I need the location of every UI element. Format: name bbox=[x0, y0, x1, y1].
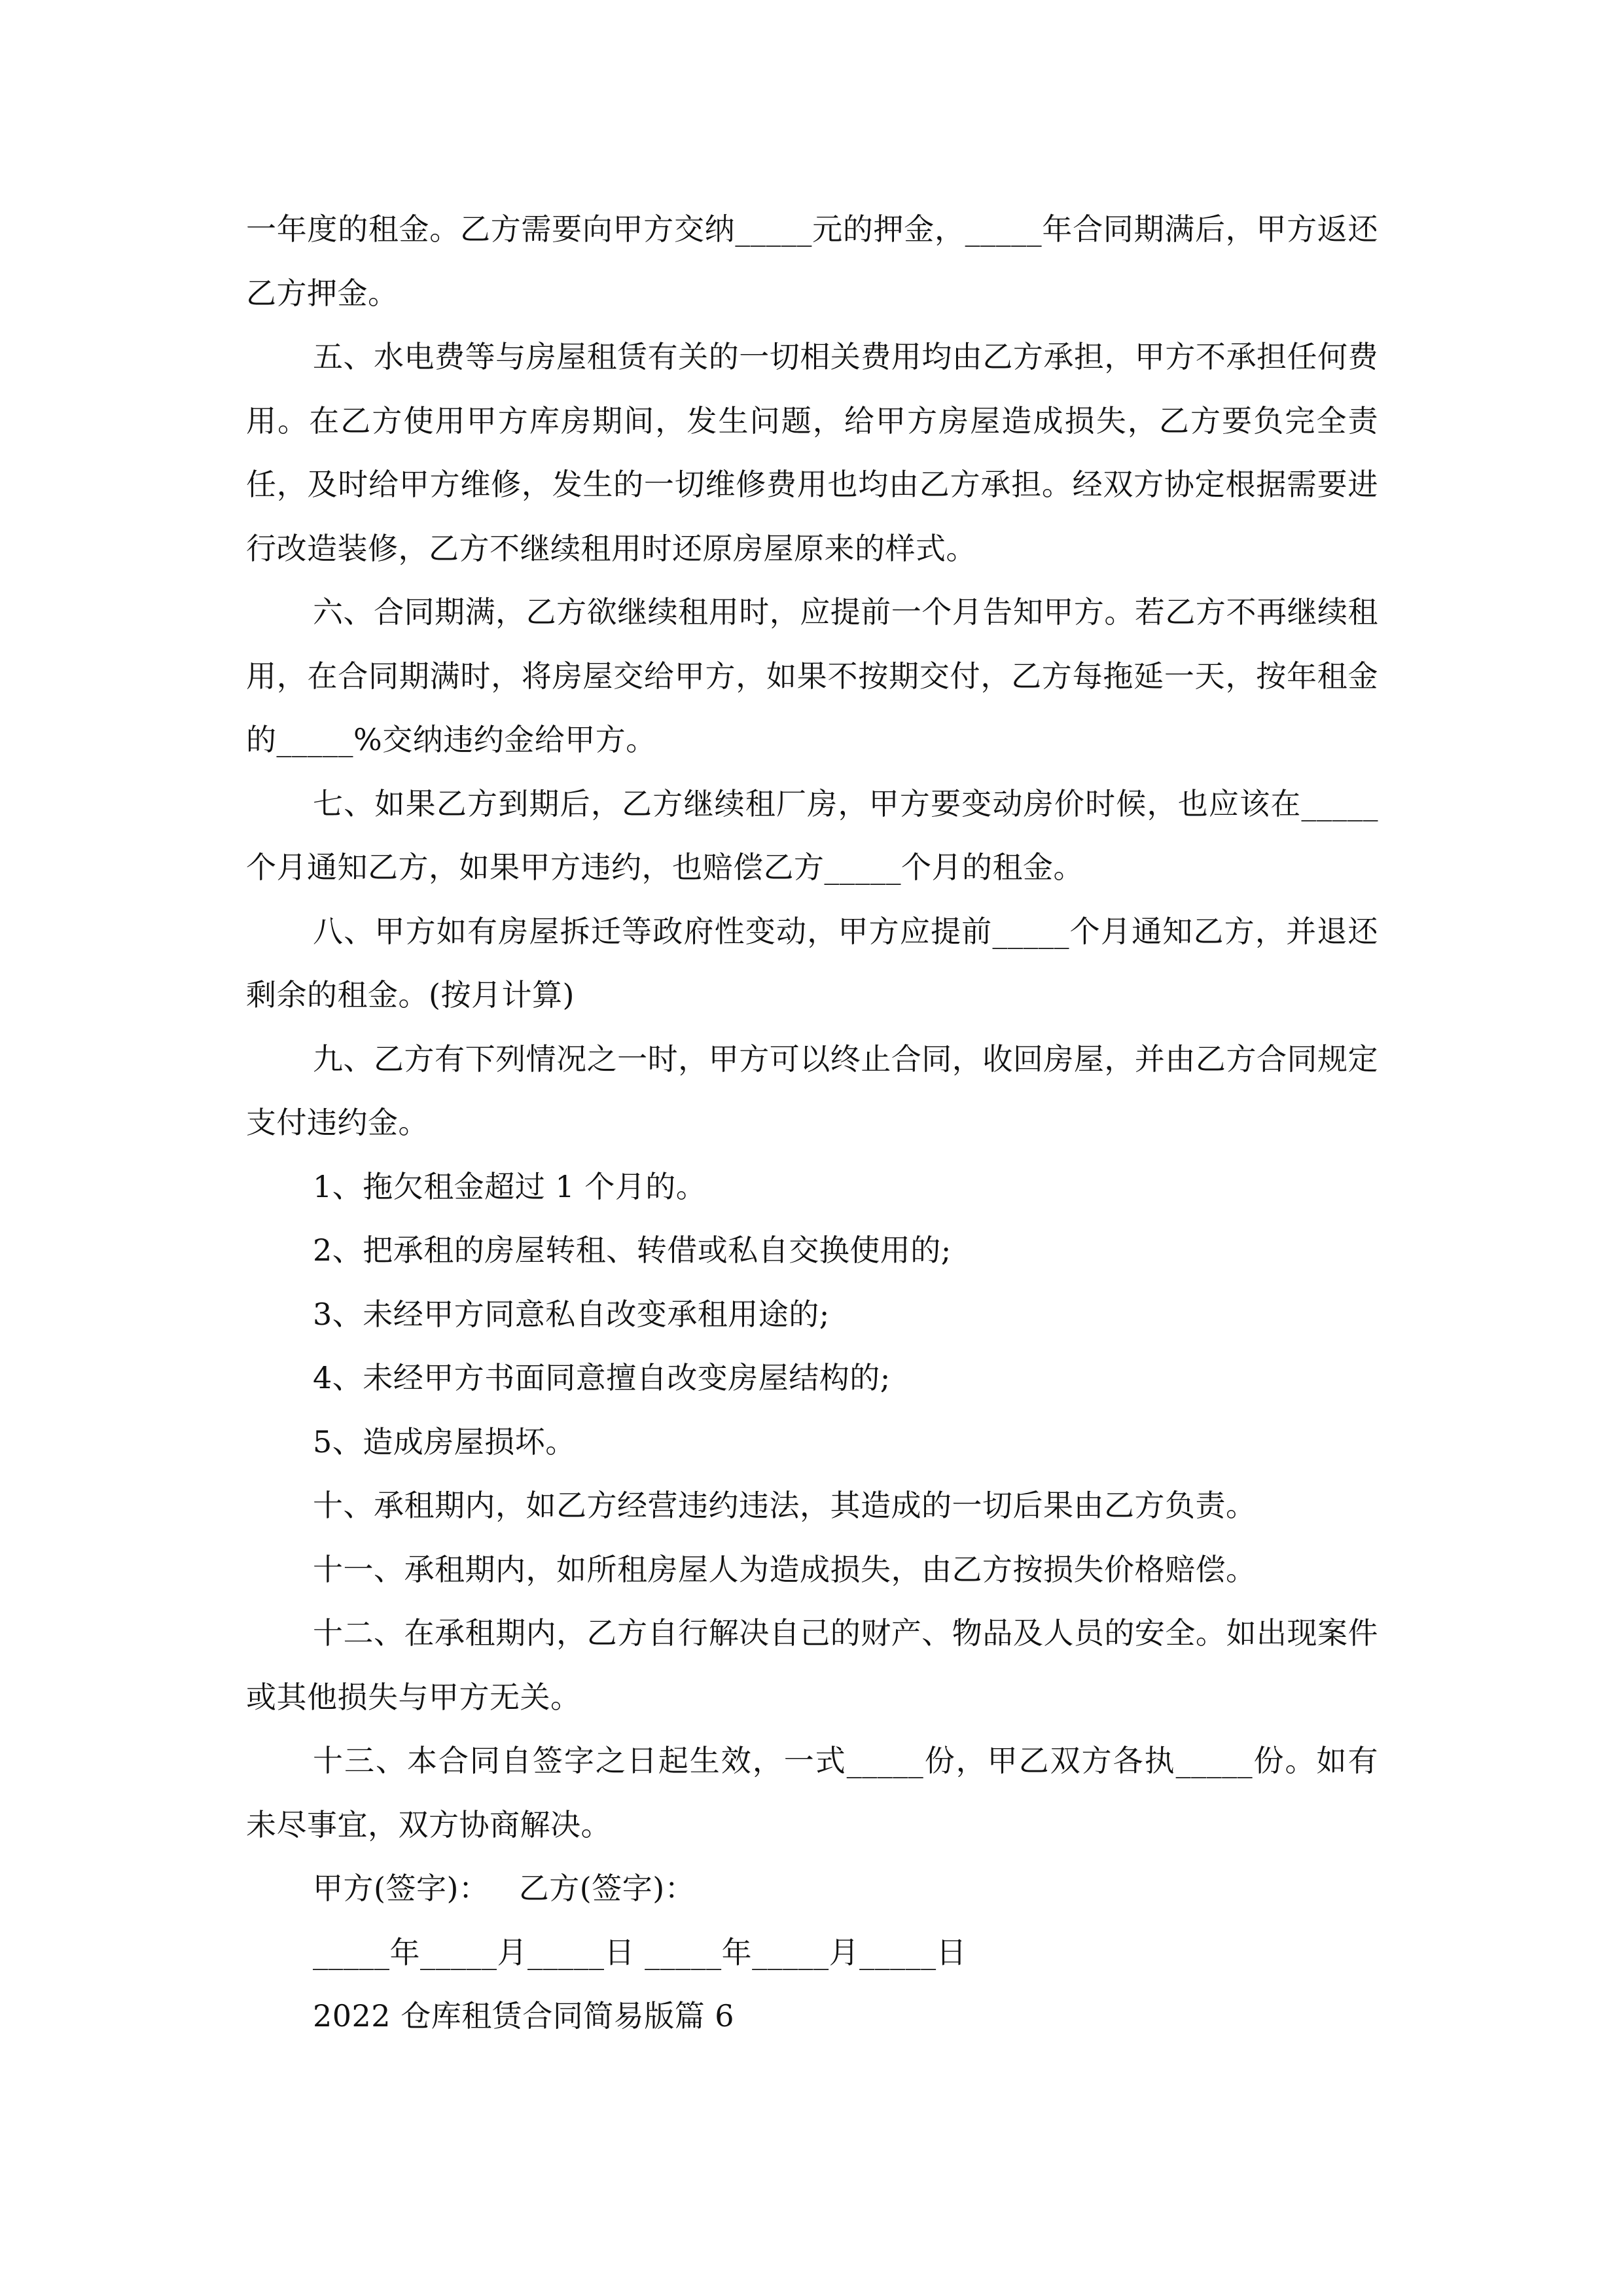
clause-10-liability: 十、承租期内，如乙方经营违约违法，其造成的一切后果由乙方负责。 bbox=[313, 1488, 1257, 1523]
list-item-1: 1、拖欠租金超过 1 个月的。 bbox=[313, 1168, 707, 1204]
list-item-5: 5、造成房屋损坏。 bbox=[313, 1424, 576, 1460]
signature-line: 甲方(签字)： 乙方(签字)： bbox=[313, 1871, 696, 1906]
clause-6-expiry: 六、合同期满，乙方欲继续租用时，应提前一个月告知甲方。若乙方不再继续租用，在合同期满时，将房屋交给甲方，如果不按期交付，乙方每拖延一天，按年租金的_____%交纳违约金给甲方。 bbox=[246, 594, 1378, 757]
date-line: _____年_____月_____日 _____年_____月_____日 bbox=[313, 1934, 967, 1970]
contract-body bbox=[246, 198, 1378, 2049]
next-section-title: 2022 仓库租赁合同简易版篇 6 bbox=[313, 1998, 735, 2034]
list-item-4: 4、未经甲方书面同意擅自改变房屋结构的; bbox=[313, 1360, 891, 1395]
list-item-3: 3、未经甲方同意私自改变承租用途的; bbox=[313, 1296, 830, 1332]
clause-8-demolition: 八、甲方如有房屋拆迁等政府性变动，甲方应提前_____个月通知乙方，并退还剩余的租金。(按月计算) bbox=[246, 913, 1378, 1013]
clause-5-utilities: 五、水电费等与房屋租赁有关的一切相关费用均由乙方承担，甲方不承担任何费用。在乙方使用甲方库房期间，发生问题，给甲方房屋造成损失，乙方要负完全责任，及时给甲方维修，发生的一切维修费用也均由乙方承担。经双方协定根据需要进行改造装修，乙方不继续租用时还原房屋原来的样式。 bbox=[246, 339, 1378, 566]
clause-11-damage: 十一、承租期内，如所租房屋人为造成损失，由乙方按损失价格赔偿。 bbox=[313, 1551, 1257, 1587]
clause-7-price-change: 七、如果乙方到期后，乙方继续租厂房，甲方要变动房价时候，也应该在_____个月通知乙方，如果甲方违约，也赔偿乙方_____个月的租金。 bbox=[246, 785, 1378, 885]
clause-13-effective: 十三、本合同自签字之日起生效，一式_____份，甲乙双方各执_____份。如有未尽事宜，双方协商解决。 bbox=[246, 1743, 1378, 1842]
clause-12-safety: 十二、在承租期内，乙方自行解决自己的财产、物品及人员的安全。如出现案件或其他损失与甲方无关。 bbox=[246, 1615, 1378, 1715]
clause-9-termination: 九、乙方有下列情况之一时，甲方可以终止合同，收回房屋，并由乙方合同规定支付违约金。 bbox=[246, 1041, 1378, 1140]
list-item-2: 2、把承租的房屋转租、转借或私自交换使用的; bbox=[313, 1232, 952, 1268]
paragraph-deposit-continuation: 一年度的租金。乙方需要向甲方交纳_____元的押金，_____年合同期满后，甲方返还乙方押金。 bbox=[246, 211, 1378, 311]
